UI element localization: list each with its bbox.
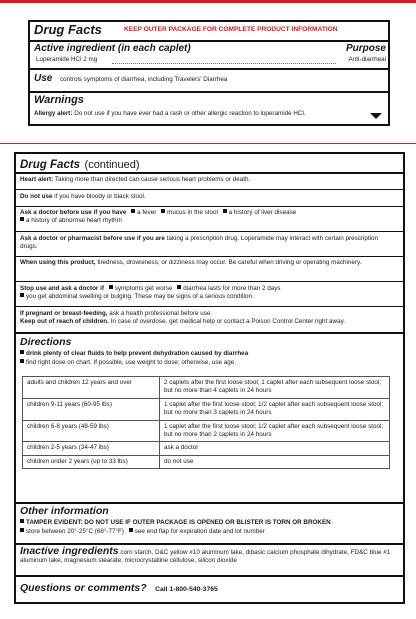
do-not-use-label: Do not use	[20, 193, 53, 200]
divider	[16, 206, 403, 207]
table-row	[23, 398, 390, 420]
pregnant-label: If pregnant or breast-feeding,	[20, 310, 108, 317]
warnings-heading: Warnings	[34, 94, 84, 106]
ask-doctor-item: mucus in the stool	[167, 209, 218, 216]
divider	[16, 306, 403, 307]
expiration-text: see end flap for expiration date and lot number	[134, 528, 265, 535]
table-row	[23, 455, 390, 468]
dosage-age: children under 2 years (up to 33 lbs)	[23, 455, 160, 468]
storage-text: store between 20°-25°C (68°-77°F)	[26, 528, 124, 535]
dosage-amount: ask a doctor	[160, 442, 390, 455]
ask-doctor-label: Ask a doctor before use if you have	[20, 209, 127, 216]
panel2-title	[20, 155, 140, 173]
keep-out-label: Keep out of reach of children.	[20, 318, 109, 326]
questions-section	[20, 578, 400, 596]
bullet-icon	[20, 519, 24, 523]
panel1-title: Drug Facts	[34, 22, 102, 37]
dosage-amount: 2 caplets after the first loose stool; 1 caplet after each subsequent loose stool; but no more than 4 caplets in 24 hours	[160, 377, 390, 399]
table-row	[23, 377, 390, 399]
ask-pharmacist-text: taking a prescription drug. Loperamide may interact with certain prescription drugs.	[20, 235, 379, 251]
panel2-title-main: Drug Facts	[20, 159, 81, 171]
stop-use-label: Stop use and ask a doctor if	[20, 285, 104, 292]
continued-arrow-icon	[370, 113, 382, 119]
stop-use-item: symptoms get worse	[114, 285, 173, 292]
divider	[16, 172, 403, 174]
direction-item-1	[20, 350, 400, 358]
do-not-use	[20, 193, 400, 201]
inactive-ingredients	[20, 547, 400, 566]
use-text: controls symptoms of diarrhea, including Travelers' Diarrhea	[60, 76, 228, 83]
purpose-value: Anti-diarrheal	[348, 56, 386, 63]
bullet-icon	[223, 209, 227, 213]
pregnant-section	[20, 310, 400, 327]
bullet-icon	[20, 528, 24, 532]
heart-alert-label: Heart alert:	[20, 176, 54, 183]
storage-info	[20, 528, 400, 536]
bullet-icon	[20, 350, 24, 354]
table-row	[23, 442, 390, 455]
bullet-icon	[131, 209, 135, 213]
purpose-heading: Purpose	[345, 43, 386, 54]
dosage-table	[22, 376, 390, 469]
ask-doctor-item: a fever	[137, 209, 157, 216]
allergy-alert	[34, 110, 354, 118]
bullet-icon	[177, 285, 181, 289]
divider	[16, 189, 403, 190]
divider	[16, 256, 403, 257]
stop-use-section	[20, 285, 400, 302]
divider	[16, 231, 403, 232]
active-ingredient: Loperamide HCl 2 mg	[36, 56, 98, 63]
when-using-section	[20, 259, 396, 267]
inactive-text: corn starch, D&C yellow #10 aluminum lake, dibasic calcium phosphate dihydrate, FD&C blue #1 aluminum lake, magnesium stearate, microcrystalline cellulose, silicon dioxide	[20, 549, 391, 565]
divider	[30, 91, 388, 93]
allergy-alert-label: Allergy alert:	[34, 110, 73, 117]
heart-alert	[20, 176, 400, 184]
bullet-icon	[20, 217, 24, 221]
dosage-amount: do not use	[160, 455, 390, 468]
phone-number: Call 1-800-540-3765	[155, 586, 218, 593]
panel2-title-suffix: (continued)	[84, 159, 140, 171]
bullet-icon	[129, 528, 133, 532]
divider	[16, 332, 403, 334]
tamper-evident-text: TAMPER EVIDENT: DO NOT USE IF OUTER PACKAGE IS OPENED OR BLISTER IS TORN OR BROKEN	[26, 519, 331, 526]
dosage-amount: 1 caplet after the first loose stool; 1/2 caplet after each subsequent loose stool; but no more than 3 caplets in 24 hours	[160, 398, 390, 420]
divider	[16, 281, 403, 282]
direction-item-2	[20, 359, 400, 367]
other-info-heading: Other information	[20, 505, 109, 517]
heart-alert-text: Taking more than directed can cause serious heart problems or death.	[54, 176, 251, 183]
top-red-rule	[0, 0, 416, 3]
inactive-heading: Inactive ingredients	[20, 545, 119, 557]
direction-item-2-text: find right dose on chart. If possible, use weight to dose; otherwise, use age.	[26, 359, 237, 366]
dosage-age: children 9-11 years (60-95 lbs)	[23, 398, 160, 420]
stop-use-item: diarrhea lasts for more than 2 days	[183, 285, 281, 292]
stop-use-item: you get abdominal swelling or bulging. These may be signs of a serious condition.	[26, 293, 254, 301]
keep-out-text: In case of overdose, get medical help or contact a Poison Control Center right away.	[110, 318, 346, 326]
divider	[16, 502, 403, 504]
dosage-age: children 6-8 years (48-59 lbs)	[23, 420, 160, 442]
outer-package-warning: KEEP OUTER PACKAGE FOR COMPLETE PRODUCT INFORMATION	[124, 26, 338, 33]
divider	[30, 40, 388, 42]
bullet-icon	[161, 209, 165, 213]
ask-pharmacist-section	[20, 235, 396, 252]
use-heading: Use	[34, 73, 53, 84]
dosage-age: adults and children 12 years and over	[23, 377, 160, 399]
tamper-evident	[20, 519, 400, 527]
ask-doctor-item: a history of liver disease	[228, 209, 297, 216]
bullet-icon	[109, 285, 113, 289]
bullet-icon	[20, 359, 24, 363]
direction-item-1-text: drink plenty of clear fluids to help prevent dehydration caused by diarrhea	[26, 350, 249, 357]
ask-pharmacist-label: Ask a doctor or pharmacist before use if you are	[20, 235, 165, 242]
divider	[30, 68, 388, 70]
allergy-alert-text: Do not use if you have ever had a rash or other allergic reaction to loperamide HCl.	[74, 110, 306, 117]
when-using-text: tiredness, drowsiness, or dizziness may occur. Be careful when driving or operating machinery.	[97, 259, 362, 266]
dot-leader	[112, 63, 336, 64]
pregnant-text: ask a health professional before use.	[109, 310, 213, 317]
divider	[16, 575, 403, 577]
ask-doctor-item: a history of abnormal heart rhythm	[26, 217, 122, 225]
bullet-icon	[20, 293, 24, 297]
ask-doctor-section	[20, 209, 400, 226]
dosage-age: children 2-5 years (34-47 lbs)	[23, 442, 160, 455]
when-using-label: When using this product,	[20, 259, 96, 266]
table-row	[23, 420, 390, 442]
active-ingredient-heading: Active ingredient (in each caplet)	[34, 43, 191, 54]
panel-separator-red	[0, 143, 416, 144]
questions-heading: Questions or comments?	[20, 582, 147, 594]
dosage-amount: 1 caplet after the first loose stool; 1/2 caplet after each subsequent loose stool; but no more than 2 caplets in 24 hours	[160, 420, 390, 442]
directions-heading: Directions	[20, 336, 72, 348]
do-not-use-text: if you have bloody or black stool.	[54, 193, 146, 200]
